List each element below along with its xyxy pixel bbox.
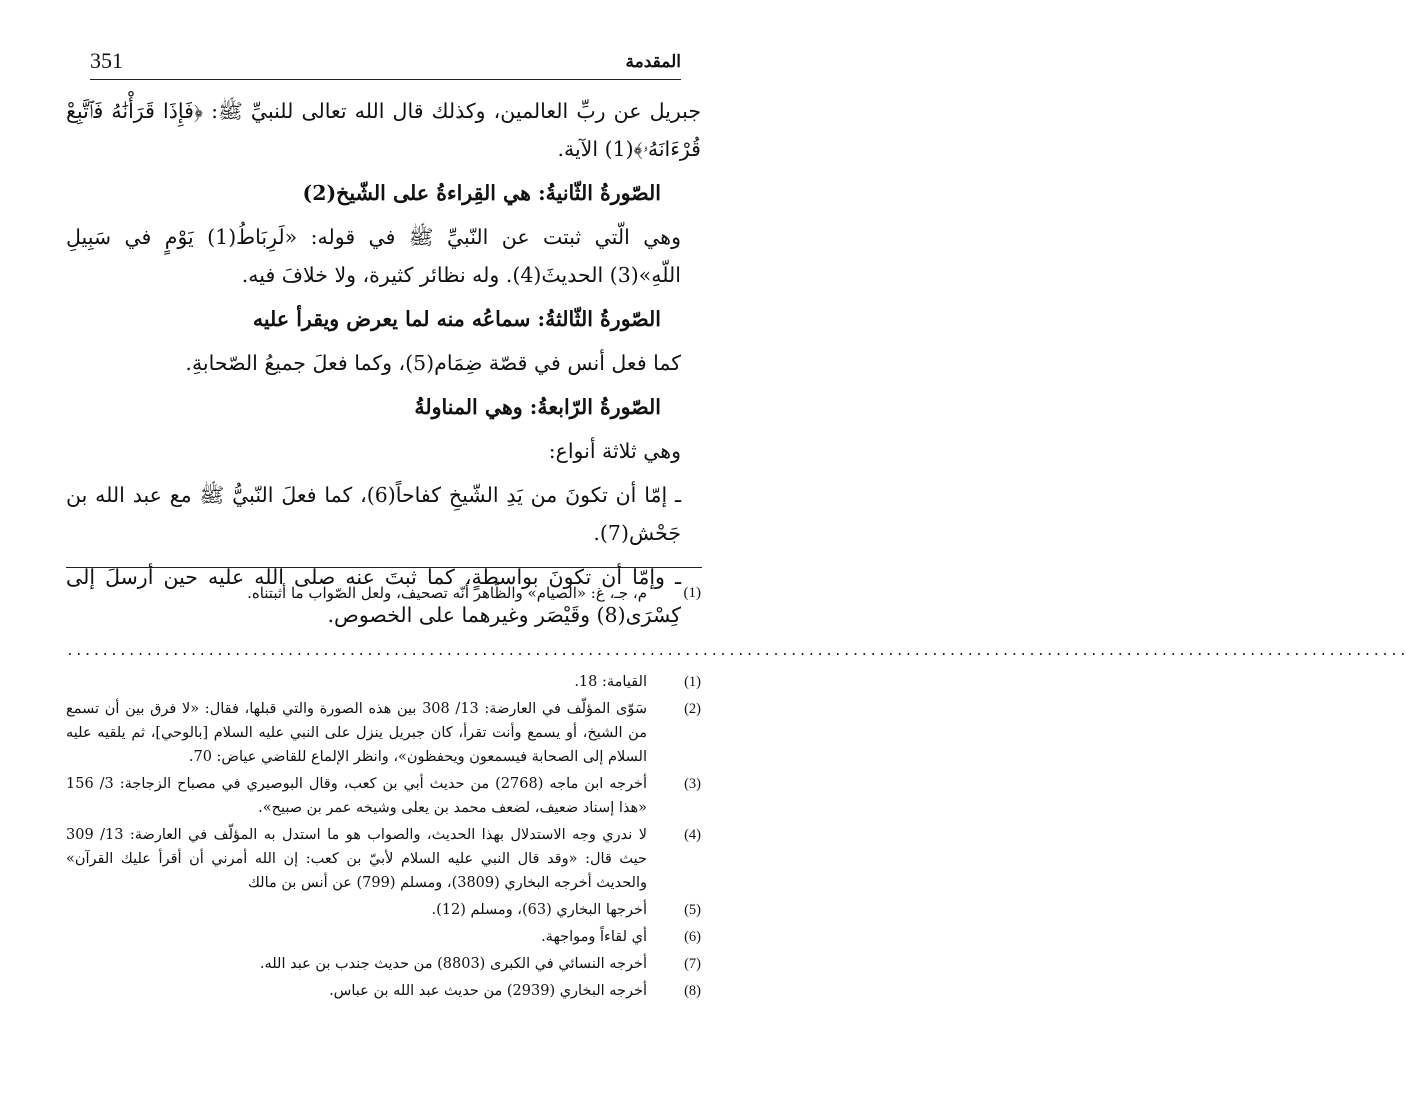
footnote-number: (6) xyxy=(684,929,701,945)
list-item: ـ إمّا أن تكونَ من يَدِ الشّيخِ كفاحاً(6)، كما فعلَ النّبيُّ ﷺ مع عبد الله بن جَحْش(7). xyxy=(66,483,681,545)
footnote-number: (1) xyxy=(684,674,701,690)
footnote-number: (5) xyxy=(684,902,701,918)
footnote-text: أخرجه ابن ماجه (2768) من حديث أبي بن كعب، وقال البوصيري في مصباح الزجاجة: 3/ 156 «هذا إسناد ضعيف، لضعف محمد بن يعلى وشيخه عمر بن صبيح». xyxy=(66,776,647,816)
footnote-rule xyxy=(66,567,702,568)
footnote-text: أخرجه النسائي في الكبرى (8803) من حديث جندب بن عبد الله. xyxy=(259,956,647,972)
footnote-text: سَوّى المؤلّف في العارضة: 13/ 308 بين هذه الصورة والتي قبلها، فقال: «لا فرق بين أن تسمع من الشيخ، أو يسمع وأنت تقرأ، كان جبريل ينزل على النبي عليه السلام [بالوحي]، ثم يلقيه عليه السلام إلى الصحابة فيسمعون ويحفظون»، وانظر الإلماع للقاضي عياض: 70. xyxy=(66,701,647,765)
footnote xyxy=(66,952,701,976)
footnote-number: (2) xyxy=(684,701,701,717)
footnote xyxy=(66,898,701,922)
footnotes-list xyxy=(66,670,701,1006)
paragraph: جبريل عن ربِّ العالمين، وكذلك قال الله تعالى للنبيِّ ﷺ: ﴿فَإِذَا قَرَأْنَٰهُ فَٱتَّبِعْ قُرْءَانَهُۥ﴾(1) الآية. xyxy=(66,99,701,161)
footnote-text: لا ندري وجه الاستدلال بهذا الحديث، والصواب هو ما استدل به المؤلّف في العارضة: 13/ 309 حيث قال: «وقد قال النبي عليه السلام لأبيّ بن كعب: إن الله أمرني أن أقرأ عليك القرآن» والحديث أخرجه البخاري (3809)، ومسلم (799) عن أنس بن مالك xyxy=(66,827,647,891)
footnote-text: القيامة: 18. xyxy=(574,674,647,690)
footnote-text: م، جـ، غ: «الصيام» والظّاهر أنّه تصحيف، ولعل الصّواب ما أثبتناه. xyxy=(247,584,647,602)
footnote xyxy=(66,925,701,949)
footnote-text: أي لقاءاً ومواجهة. xyxy=(541,929,647,945)
list-item: ـ وإمّا أن تكونَ بواسطةٍ، كما ثبتَ عنه صلى الله عليه حين أرسلَ إلى كِسْرَى(8) وقَيْصَر وغيرهما على الخصوص. xyxy=(66,565,681,627)
footnote-text: أخرجه البخاري (2939) من حديث عبد الله بن عباس. xyxy=(329,983,647,999)
footnote-number: (4) xyxy=(684,827,701,843)
footnote xyxy=(66,697,701,769)
section-heading: الصّورةُ الرّابعةُ: وهي المناولةُ xyxy=(414,395,661,419)
main-text xyxy=(66,92,701,640)
paragraph: كما فعل أنس في قصّة ضِمَام(5)، وكما فعلَ جميعُ الصّحابةِ. xyxy=(185,351,681,375)
footnote xyxy=(66,670,701,694)
footnote-text: أخرجها البخاري (63)، ومسلم (12). xyxy=(431,902,647,918)
footnote xyxy=(66,823,701,895)
section-heading: الصّورةُ الثّانيةُ: هي القِراءةُ على الشّيخ(2) xyxy=(302,181,661,205)
paragraph: وهي الّتي ثبتت عن النّبيِّ ﷺ في قوله: «لَرِبَاطُ(1) يَوْمٍ في سَبِيلِ اللّهِ»(3) الحديثَ(4). وله نظائر كثيرة، ولا خلافَ فيه. xyxy=(66,225,681,287)
footnote-number: (7) xyxy=(684,956,701,972)
footnote xyxy=(66,979,701,1003)
dotted-separator: ........................................................................................................................................................ xyxy=(66,644,1408,659)
page-number: 351 xyxy=(90,48,123,73)
footnote-number: (8) xyxy=(684,983,701,999)
header-rule xyxy=(90,79,681,80)
running-title: المقدمة xyxy=(625,52,681,72)
section-heading: الصّورةُ الثّالثةُ: سماعُه منه لما يعرض ويقرأ عليه xyxy=(252,307,661,331)
footnote-number: (3) xyxy=(684,776,701,792)
footnote xyxy=(66,772,701,820)
editor-footnote xyxy=(66,580,701,606)
paragraph: وهي ثلاثة أنواع: xyxy=(548,439,681,463)
page-header xyxy=(90,46,681,80)
footnote-number: (1) xyxy=(683,585,701,601)
